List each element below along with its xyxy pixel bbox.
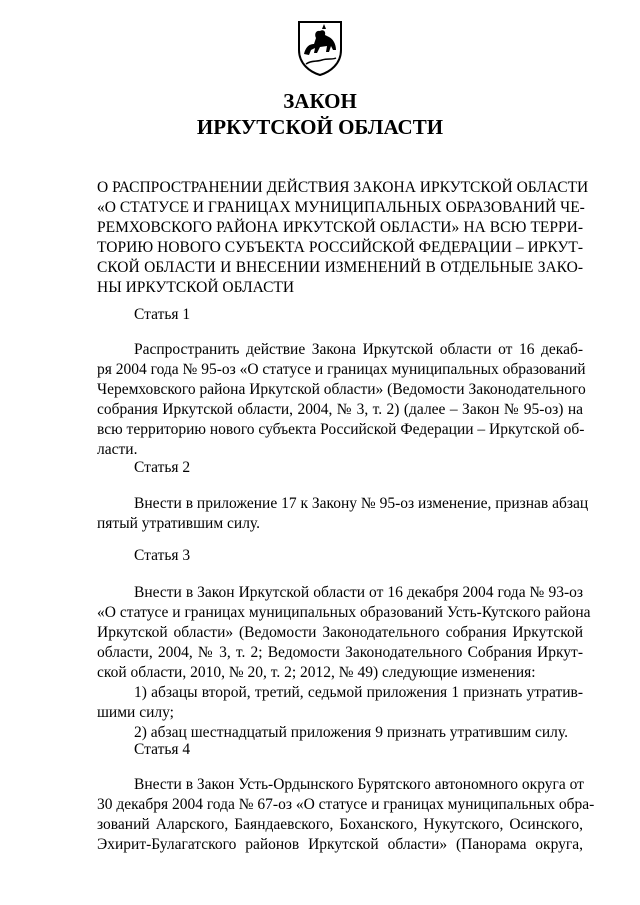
article-3-text-line: области, 2004, № 3, т. 2; Ведомости Законодательного Собрания Иркут- (97, 644, 583, 661)
article-3-text-line: 2) абзац шестнадцатый приложения 9 признать утратившим силу. (134, 724, 568, 741)
article-3-heading: Статья 3 (134, 547, 191, 564)
article-2-text-line: Внести в приложение 17 к Закону № 95-оз изменение, признав абзац (134, 495, 589, 512)
region-title: ИРКУТСКОЙ ОБЛАСТИ (196, 115, 444, 139)
article-1-text-line: ласти. (97, 441, 138, 458)
article-3-text-line: ской области, 2010, № 20, т. 2; 2012, № 49) следующие изменения: (97, 664, 536, 681)
article-1-text-line: ря 2004 года № 95-оз «О статусе и границах муниципальных образований (97, 361, 586, 378)
article-2-heading: Статья 2 (134, 459, 191, 476)
article-3-text-line: шими силу; (97, 704, 174, 721)
subject-line: СКОЙ ОБЛАСТИ И ВНЕСЕНИИ ИЗМЕНЕНИЙ В ОТДЕЛЬНЫЕ ЗАКО- (97, 259, 583, 276)
article-3-text-line: Иркутской области» (Ведомости Законодательного собрания Иркутской (97, 624, 583, 641)
coat-of-arms-emblem-icon (296, 20, 344, 76)
document-type-title: ЗАКОН (283, 89, 357, 113)
article-3-text-line: 1) абзацы второй, третий, седьмой приложения 1 признать утратив- (134, 684, 583, 701)
article-1-heading: Статья 1 (134, 306, 191, 323)
subject-line: «О СТАТУСЕ И ГРАНИЦАХ МУНИЦИПАЛЬНЫХ ОБРАЗОВАНИЙ ЧЕ- (97, 199, 585, 216)
article-2-text-line: пятый утратившим силу. (97, 515, 261, 532)
article-1-text-line: всю территорию нового субъекта Российской Федерации – Иркутской об- (97, 421, 585, 438)
article-3-text-line: «О статусе и границах муниципальных образований Усть-Кутского района (97, 604, 591, 621)
article-4-heading: Статья 4 (134, 741, 191, 758)
subject-line: РЕМХОВСКОГО РАЙОНА ИРКУТСКОЙ ОБЛАСТИ» НА ВСЮ ТЕРРИ- (97, 219, 583, 236)
article-4-text-line: зований Аларского, Баяндаевского, Боханского, Нукутского, Осинского, (97, 816, 583, 833)
article-1-text-line: собрания Иркутской области, 2004, № 3, т. 2) (далее – Закон № 95-оз) на (97, 401, 583, 418)
subject-line: О РАСПРОСТРАНЕНИИ ДЕЙСТВИЯ ЗАКОНА ИРКУТСКОЙ ОБЛАСТИ (97, 179, 589, 196)
article-4-text-line: Эхирит-Булагатского районов Иркутской области» (Панорама округа, (97, 836, 583, 853)
article-4-text-line: 30 декабря 2004 года № 67-оз «О статусе и границах муниципальных обра- (97, 796, 595, 813)
article-1-text-line: Распространить действие Закона Иркутской области от 16 декаб- (134, 341, 583, 358)
article-1-text-line: Черемховского района Иркутской области» (Ведомости Законодательного (97, 381, 586, 398)
subject-line: НЫ ИРКУТСКОЙ ОБЛАСТИ (97, 279, 295, 296)
subject-line: ТОРИЮ НОВОГО СУБЪЕКТА РОССИЙСКОЙ ФЕДЕРАЦИИ – ИРКУТ- (97, 239, 583, 256)
article-3-text-line: Внести в Закон Иркутской области от 16 декабря 2004 года № 93-оз (134, 584, 583, 601)
article-4-text-line: Внести в Закон Усть-Ордынского Бурятского автономного округа от (134, 776, 584, 793)
